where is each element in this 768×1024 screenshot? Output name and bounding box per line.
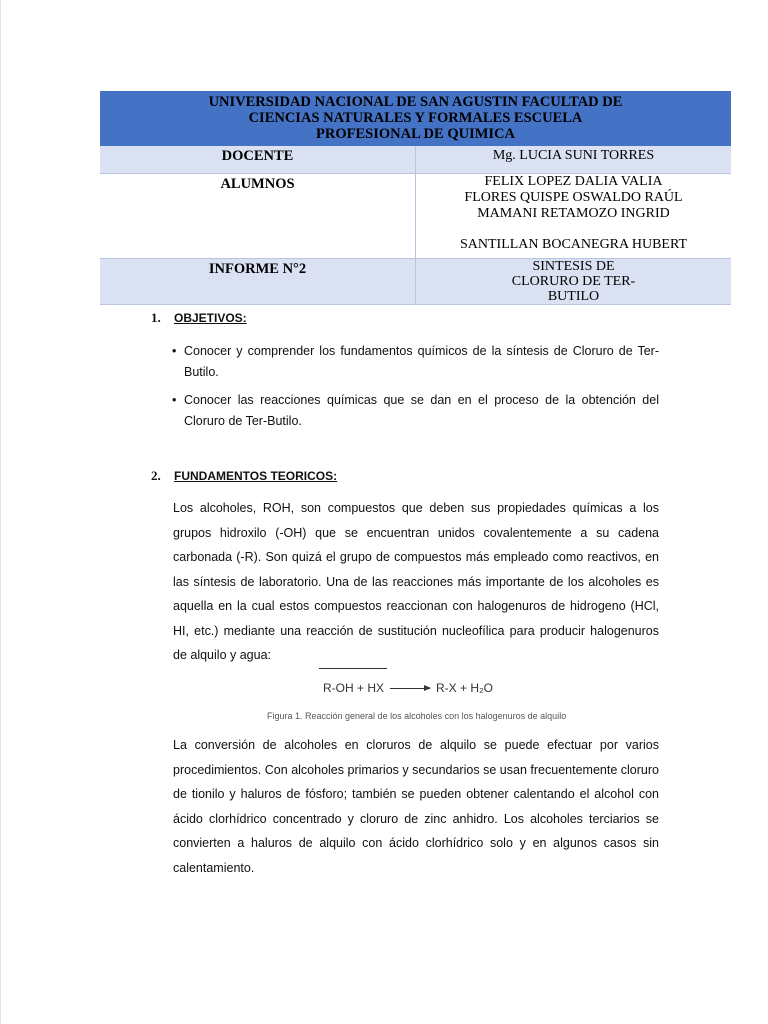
title-line: PROFESIONAL DE QUIMICA [316, 126, 515, 142]
section-title: OBJETIVOS: [174, 311, 247, 325]
docente-value: Mg. LUCIA SUNI TORRES [416, 146, 732, 174]
informe-label: INFORME N°2 [100, 259, 416, 305]
objetivos-list [172, 341, 659, 439]
docente-row [100, 146, 731, 174]
alumno-name: MAMANI RETAMOZO INGRID [477, 206, 670, 221]
section-title: FUNDAMENTOS TEORICOS: [174, 469, 338, 483]
section-objetivos-heading [151, 310, 247, 326]
section-fundamentos-heading [151, 468, 337, 484]
docente-label: DOCENTE [100, 146, 416, 174]
header-table [100, 91, 731, 305]
bullet-text: Conocer y comprender los fundamentos químicos de la síntesis de Cloruro de Ter-Butilo. [184, 344, 659, 379]
alumnos-row [100, 174, 731, 259]
arrow-right-icon [390, 688, 430, 689]
informe-value: SINTESIS DE CLORURO DE TER-BUTILO [416, 259, 732, 305]
title-line: UNIVERSIDAD NACIONAL DE SAN AGUSTIN FACULTAD DE [208, 94, 623, 110]
equation-reactants: R-OH + HX [323, 681, 385, 695]
list-item: • Conocer las reacciones químicas que se dan en el proceso de la obtención del Cloruro de Ter-Butilo. [172, 393, 659, 428]
section-number: 1. [151, 310, 161, 325]
informe-row [100, 259, 731, 305]
paragraph-conversion: La conversión de alcoholes en cloruros de alquilo se puede efectuar por varios procedimientos. Con alcoholes primarios y secundarios se usan frecuentemente cloruro de tionilo y haluros de fósforo; también se pueden obtener calentando el alcohol con ácido clorhídrico concentrado y cloruro de zinc anhidro. Los alcoholes terciarios se convierten a haluros de alquilo con ácido clorhídrico solo y en algunos casos sin calentamiento. [173, 738, 659, 875]
alumnos-label: ALUMNOS [100, 174, 416, 259]
university-title [100, 91, 731, 146]
alumnos-list [416, 174, 732, 259]
alumno-name: FELIX LOPEZ DALIA VALIA [484, 174, 663, 189]
section-number: 2. [151, 468, 161, 483]
reaction-equation [323, 681, 493, 695]
equation-products: R-X + H₂O [436, 681, 494, 695]
list-item: • Conocer y comprender los fundamentos químicos de la síntesis de Cloruro de Ter-Butilo. [172, 344, 659, 379]
alumno-name: FLORES QUISPE OSWALDO RAÚL [464, 190, 683, 205]
alumno-name: SANTILLAN BOCANEGRA HUBERT [459, 237, 688, 252]
figure-caption: Figura 1. Reacción general de los alcoholes con los halogenuros de alquilo [267, 711, 567, 721]
bullet-text: Conocer las reacciones químicas que se dan en el proceso de la obtención del Cloruro de Ter-Butilo. [184, 393, 659, 428]
paragraph-alcoholes: Los alcoholes, ROH, son compuestos que deben sus propiedades químicas a los grupos hidroxilo (-OH) que se encuentran unidos covalentemente a su cadena carbonada (-R). Son quizá el grupo de compuestos más empleado como reactivos, en las síntesis de laboratorio. Una de las reacciones más importante de los alcoholes es aquella en la cual estos compuestos reaccionan con halogenuros de hidrogeno (HCl, HI, etc.) mediante una reacción de sustitución nucleofílica para producir halogenuros de alquilo y agua: [173, 501, 659, 662]
page-edge [0, 0, 1, 1024]
figure-rule [319, 668, 387, 669]
title-line: CIENCIAS NATURALES Y FORMALES ESCUELA [248, 110, 583, 126]
